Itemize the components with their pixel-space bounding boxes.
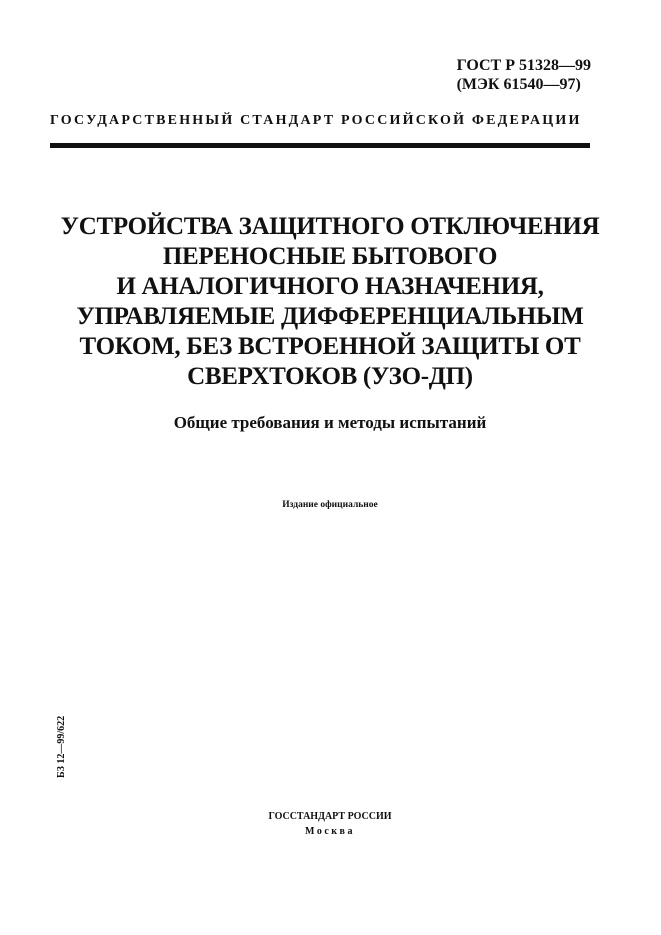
title-line: ТОКОМ, БЕЗ ВСТРОЕННОЙ ЗАЩИТЫ ОТ bbox=[79, 333, 581, 360]
document-title bbox=[40, 212, 620, 392]
standard-number: ГОСТ Р 51328—99 bbox=[456, 57, 591, 74]
title-line: СВЕРХТОКОВ (УЗО-ДП) bbox=[187, 363, 473, 390]
title-line: И АНАЛОГИЧНОГО НАЗНАЧЕНИЯ, bbox=[116, 273, 544, 300]
iec-number: (МЭК 61540—97) bbox=[456, 76, 581, 93]
standard-designation bbox=[457, 56, 591, 94]
publisher-city: Москва bbox=[305, 826, 355, 837]
title-line: ПЕРЕНОСНЫЕ БЫТОВОГО bbox=[162, 243, 498, 270]
header-rule bbox=[50, 143, 590, 148]
document-subtitle: Общие требования и методы испытаний bbox=[173, 413, 487, 432]
side-code: БЗ 12—99/622 bbox=[56, 715, 67, 778]
publisher-block bbox=[40, 809, 620, 839]
edition-note: Издание официальное bbox=[282, 500, 378, 510]
title-line: УСТРОЙСТВА ЗАЩИТНОГО ОТКЛЮЧЕНИЯ bbox=[60, 213, 600, 240]
publisher-name: ГОССТАНДАРТ РОССИИ bbox=[268, 811, 392, 822]
title-line: УПРАВЛЯЕМЫЕ ДИФФЕРЕНЦИАЛЬНЫМ bbox=[76, 303, 584, 330]
agency-heading: ГОСУДАРСТВЕННЫЙ СТАНДАРТ РОССИЙСКОЙ ФЕДЕРАЦИИ bbox=[50, 113, 582, 128]
